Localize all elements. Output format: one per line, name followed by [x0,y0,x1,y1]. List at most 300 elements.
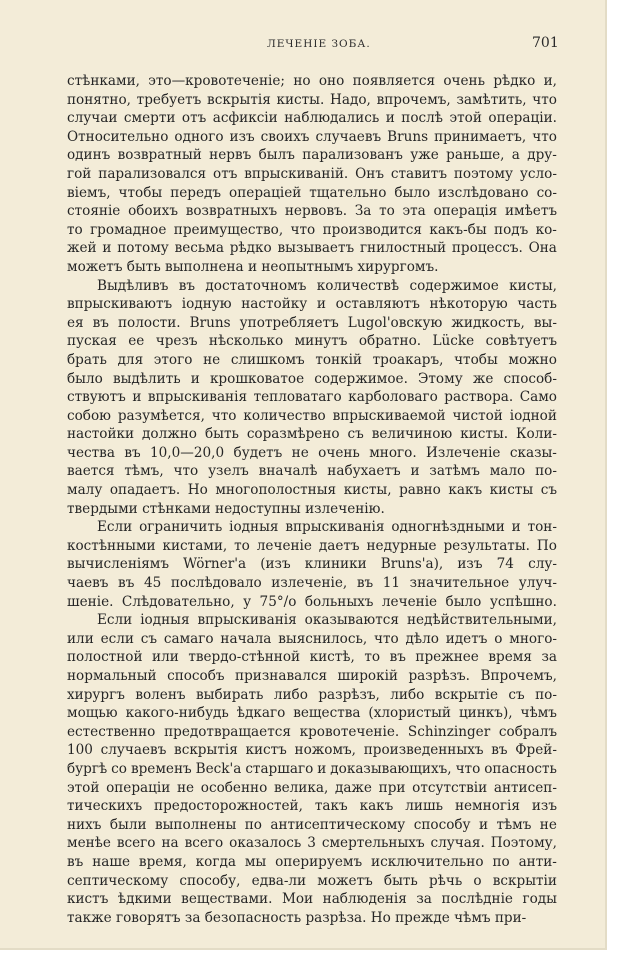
word: возвратный [117,147,202,164]
word: какъ [359,798,394,815]
word: опадаетъ. [109,482,181,499]
word: случаи [67,110,118,127]
word: вначалѣ [258,463,318,480]
word: пуская [67,333,117,350]
word: Мои [281,891,314,908]
word: Bruns [387,128,429,145]
word: этой [449,110,482,127]
word: вызываетъ [277,240,355,257]
text-line [67,258,557,277]
word: оставляютъ [335,296,420,313]
word: и [316,296,326,313]
word: твердо-стѣнной [188,649,301,666]
word: произведенныхъ [363,742,484,759]
word: оперируемъ [275,853,363,870]
text-line [67,109,557,128]
word: и [511,519,521,536]
word: леченіе [256,537,312,554]
word: старшаго [245,760,314,777]
word: ѣдкаго [236,705,286,722]
word: совѣтуетъ [485,333,557,350]
word: стояніе [67,203,121,220]
word: бургѣ [67,760,108,777]
text-line [67,834,557,853]
word: парализовался [98,165,207,182]
word: Bruns'а), [380,556,444,573]
word: въ [389,649,406,666]
word: тическихъ [67,798,143,815]
word: для [117,351,144,368]
word: впрыскиванія [147,389,248,406]
word: преимущество, [173,221,284,238]
word: За [354,203,372,220]
word: хирургъ [67,686,125,703]
word: и [385,110,395,127]
word: нихъ [67,816,102,833]
word: Lücke [432,333,475,350]
word: идетъ [445,630,488,647]
word: менѣе [67,835,111,852]
word: величиною [371,426,453,443]
word: дру- [527,147,557,164]
word: послѣ [401,110,443,127]
word: количествѣ [316,277,400,294]
word: послѣдніе [441,891,513,908]
word: можно [508,351,557,368]
word: у [243,593,252,610]
word: Выдѣливъ [97,277,169,294]
word: возвратныхъ [185,203,278,220]
word: и [317,760,327,777]
word: ограничить [139,519,223,536]
word: со [111,760,127,777]
word: воленъ [135,686,186,703]
word: чтобы [118,184,163,201]
word: настойку [241,296,308,313]
word: слишкомъ [230,351,305,368]
word: гой [67,165,92,182]
word: за [416,891,432,908]
word: быть [204,426,239,443]
text-line [67,184,557,203]
word: и, [543,73,557,89]
word: способъ [167,668,225,684]
word: по [244,816,262,833]
word: чества [67,444,115,461]
word: выдѣлить [112,370,181,387]
word: время, [138,853,187,870]
word: нѣкоторую [429,296,508,313]
word: вещества [293,705,361,722]
text-line [67,481,557,500]
word: соразмѣрено [246,426,340,443]
word: недѣйствительными, [406,612,557,629]
word: признавался [235,668,328,684]
word: временъ [130,760,192,777]
word: полости. [118,314,181,331]
word: вычисленіямъ [67,556,170,573]
word: асфиксіи [212,110,278,127]
word: со- [536,184,557,201]
word: и [478,816,489,833]
word: мы [244,853,267,870]
line-text: также говорятъ за безопасность разрѣза. Но прежде чѣмъ при- [67,909,527,926]
word: кистами, [162,537,228,554]
word: малу [67,482,103,499]
word: появляется [352,73,436,89]
text-line [67,165,557,184]
word: разумѣется, [117,407,205,424]
word: кистъ [245,742,287,759]
word: тонкій [315,351,362,368]
word: троакаръ, [372,351,444,368]
word: Этому [418,370,463,387]
word: антисеп- [493,779,557,796]
text-line [67,853,557,872]
text-line [67,760,557,779]
word: не [539,816,557,833]
word: былъ [258,147,295,164]
word: начала [220,630,272,647]
word: уже [410,147,439,164]
word: послѣдовало [170,575,262,592]
word: вскрытіе [434,686,498,703]
word: выбирать [195,686,264,703]
word: одного [174,128,224,145]
word: гнилостный [359,240,447,257]
word: вскрытіи [492,872,557,889]
text-line [67,500,557,519]
word: впрыскиваній. [244,165,349,182]
word: не [203,351,221,368]
word: съ [508,686,525,703]
word: время [488,649,532,666]
running-title: ЛЕЧЕНІЕ ЗОБА. [267,38,371,50]
word: содержимое. [314,370,408,387]
word: были [109,816,147,833]
word: по [492,853,510,870]
word: эта [402,203,426,220]
word: тѣмъ, [124,463,164,480]
text-line [67,872,557,891]
text-line [67,890,557,909]
word: Впрочемъ, [480,668,557,684]
word: по- [535,463,557,480]
word: дѣло [405,630,439,647]
word: Lugol'овскую [347,314,443,331]
word: Wörner'а [183,556,247,573]
word: наблюденія [322,891,407,908]
word: много. [369,444,417,461]
word: то [234,537,250,554]
word: особенно [200,779,268,796]
word: жей [67,240,97,257]
word: Само [519,389,557,406]
word: усло- [519,165,557,182]
word: віемъ, [67,184,111,201]
word: улуч- [518,575,557,592]
word: очень [318,444,360,461]
word: либо [273,686,308,703]
word: способ- [503,370,557,387]
text-line [67,686,557,705]
word: съ [140,630,158,647]
word: способу, [179,872,241,889]
text-line [67,221,557,240]
word: излеченіе, [271,575,348,592]
word: съ [347,426,364,443]
word: естественно [67,723,156,740]
word: за [541,649,557,666]
word: чѣмъ [520,705,557,722]
word: годы [522,891,557,908]
word: этой [67,779,100,796]
word: что [532,91,557,108]
text-line [67,295,557,314]
word: набухаетъ [327,463,401,480]
word: потому [117,240,169,257]
word: предосторожностей, [154,798,303,815]
word: 74 [496,556,514,573]
text-line [67,723,557,742]
text-line [67,648,557,667]
text-line [67,462,557,481]
word: жидкость, [451,314,525,331]
word: случаевъ [315,128,382,145]
word: если [100,630,134,647]
word: тон- [527,519,557,536]
word: разрѣзъ, [318,686,380,703]
word: или [67,630,94,647]
word: отсутствіи [412,779,488,796]
word: опасность [484,760,557,777]
word: Относительно [67,128,169,145]
word: отъ [181,110,207,127]
word: какъ-бы [429,221,487,238]
word: впрочемъ, [376,91,451,108]
word: и [190,370,200,387]
word: мало [489,463,526,480]
text-line [67,741,557,760]
word: вскрытія [207,91,271,108]
word: отъ [213,165,238,182]
word: всего [184,835,224,852]
word: Если [97,519,133,536]
word: было [394,184,431,201]
word: разрѣзъ. [408,668,470,684]
word: шеніе. [67,593,114,610]
word: ко- [535,221,557,238]
word: успѣшно. [489,593,557,610]
text-line [67,704,557,723]
word: 100 [67,742,93,759]
word: 3 [307,835,316,852]
text-line [67,128,557,147]
word: чтобы [454,351,498,368]
word: въ [356,575,374,592]
word: затѣмъ [429,463,480,480]
page-number: 701 [532,35,559,51]
word: рѣчь [428,872,463,889]
text-line [67,370,557,389]
word: и [132,389,142,406]
text-line [67,425,557,444]
word: но [293,73,311,89]
word: изслѣдовано [438,184,529,201]
word: собою [67,407,112,424]
word: кистѣ, [309,649,355,666]
word: выполнены [154,816,237,833]
word: результаты. [443,537,530,554]
word: ея [67,314,84,331]
word: Онъ [355,165,384,182]
word: клиники [304,556,367,573]
word: не [291,444,309,461]
word: не [176,779,195,796]
word: костѣнными [67,537,156,554]
word: смертельныхъ [321,835,425,852]
word: Слѣдовательно, [121,593,235,610]
word: оказываются [304,612,399,629]
word: операція [433,203,498,220]
word: рѣдко [229,240,272,257]
word: кровотеченіе. [299,723,400,740]
word: 10,0—20,0 [150,444,225,461]
word: и [102,240,112,257]
word: то [364,649,381,666]
word: способу [413,816,471,833]
word: въ [67,853,84,870]
word: то [67,221,83,238]
word: кисты, [509,277,557,294]
word: септическому [67,872,169,889]
word: процессъ. [451,240,523,257]
word: цинкъ), [458,705,513,722]
word: больныхъ [304,593,374,610]
word: многополостныя [215,482,337,499]
word: брать [67,351,107,368]
word: вы- [533,314,557,331]
word: леченіе [381,593,438,610]
word: узелъ [208,463,249,480]
word: тепловатаго [253,389,342,406]
word: такъ [314,798,348,815]
word: широкій [337,668,398,684]
word: по- [535,686,557,703]
word: обоихъ [128,203,178,220]
text-line [67,630,557,649]
text-line [67,407,557,426]
word: какъ [448,482,483,499]
word: обратно. [358,333,422,350]
word: чрезъ [155,333,198,350]
word: предотвращается [164,723,291,740]
text-line [67,202,557,221]
word: Поэтому, [490,835,557,852]
word: недурные [366,537,437,554]
word: стѣнками, [67,73,140,89]
word: много- [509,630,557,647]
word: равно [399,482,441,499]
word: оно [318,73,345,89]
word: что [173,463,199,480]
word: то [379,203,395,220]
text-line [67,816,557,835]
word: изъ [531,798,557,815]
text-line [67,555,557,574]
word: Bruns [189,314,231,331]
word: нервъ [209,147,252,164]
word: даже [334,779,372,796]
word: прежнее [415,649,479,666]
word: требуетъ [136,91,202,108]
word: всего [116,835,156,852]
word: Она [528,240,557,257]
word: По [536,537,557,554]
word: Schinzinger [407,723,491,740]
word: имѣетъ [504,203,557,220]
word: нормальный [67,668,157,684]
word: тщательно [309,184,387,201]
word: въ [178,277,196,294]
word: это—кровотеченіе; [148,73,286,89]
word: тѣмъ [496,816,532,833]
word: о [473,872,482,889]
word: впрыскиваютъ [67,296,173,313]
word: рѣдко [493,73,536,89]
word: изъ [229,128,255,145]
word: іодной [509,407,557,424]
word: своихъ [260,128,310,145]
word: впрыскиваемой [332,407,446,424]
word: а [511,147,520,164]
word: Beck'а [195,760,242,777]
text-line [67,797,557,816]
text-line [67,611,557,630]
word: нѣсколько [208,333,284,350]
word: полостной [67,649,143,666]
word: кисты. [460,426,509,443]
text-line [67,91,557,110]
word: раствора. [444,389,514,406]
text-line [67,239,557,258]
word: весьма [174,240,224,257]
word: содержимое [409,277,499,294]
word: значительное [409,575,510,592]
word: можетъ [317,872,373,889]
word: веществами. [181,891,273,908]
word: о [494,630,503,647]
word: впрыскиванія [285,519,385,536]
word: настойки [67,426,135,443]
word: какого-нибудь [125,705,229,722]
word: собралъ [498,723,557,740]
word: вскрытія [174,742,238,759]
word: замѣтить, [456,91,527,108]
word: исключительно [371,853,484,870]
text-line [67,277,557,296]
word: кистъ [67,891,109,908]
word: ѣдкими [117,891,172,908]
word: на [161,835,179,852]
word: слу- [528,556,557,573]
word: ножомъ, [294,742,357,759]
word: Фрей- [515,742,557,759]
word: Излеченіе [426,444,501,461]
word: съ [540,482,557,499]
text-line [67,146,557,165]
word: смерти [123,110,176,127]
